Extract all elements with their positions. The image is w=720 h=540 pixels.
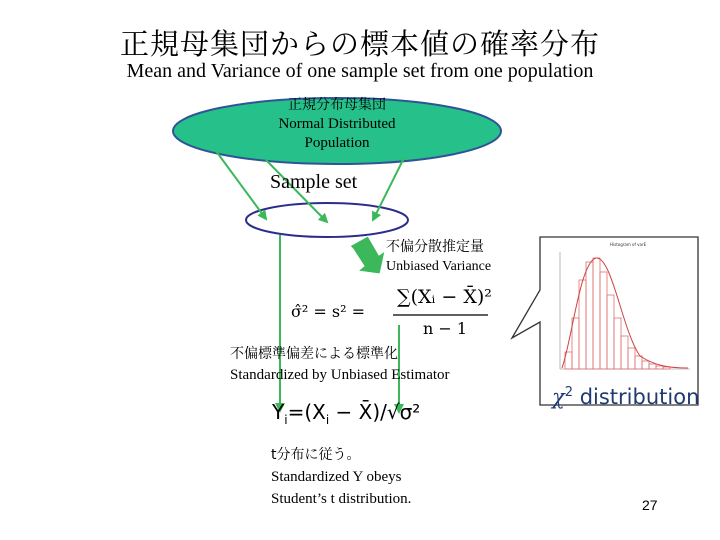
chi-symbol: χ <box>552 385 565 409</box>
sampling-arrow-3 <box>373 158 404 220</box>
sampling-arrow-1 <box>216 151 266 219</box>
chi-word: distribution <box>579 385 700 409</box>
unbiased-block-arrow <box>350 236 385 274</box>
histogram-title: Histogram of varE <box>610 242 647 247</box>
population-label-jp: 正規分布母集団 <box>288 97 386 113</box>
y-standardization-formula <box>272 400 420 427</box>
slide-title-english: Mean and Variance of one sample set from one population <box>126 60 594 82</box>
variance-formula-numerator: ∑(Xᵢ − X̄)² <box>397 286 492 308</box>
y-formula-tail: − X̄)/√σ² <box>329 400 421 424</box>
chi-superscript: 2 <box>564 385 574 400</box>
unbiased-variance-label <box>386 237 491 277</box>
chi-square-distribution-label <box>552 385 699 409</box>
population-label <box>262 96 412 153</box>
unbiased-variance-en: Unbiased Variance <box>386 259 492 274</box>
t-distribution-jp: t分布に従う。 <box>271 447 361 463</box>
unbiased-variance-jp: 不偏分散推定量 <box>386 239 484 255</box>
slide-title-japanese: 正規母集団からの標本値の確率分布 <box>119 27 600 61</box>
t-distribution-label <box>271 444 411 510</box>
sample-set-label: Sample set <box>270 171 358 193</box>
variance-formula <box>291 285 492 338</box>
sample-set-ellipse <box>246 203 408 237</box>
y-formula-rhs-sub: i <box>325 413 330 427</box>
standardized-label <box>230 344 450 386</box>
y-formula-y: Y <box>272 400 285 424</box>
variance-formula-denominator: n − 1 <box>423 319 468 338</box>
histogram-callout <box>512 237 698 405</box>
y-formula-y-sub: i <box>284 413 288 427</box>
page-number: 27 <box>642 497 658 513</box>
population-label-en-2: Population <box>304 135 370 151</box>
t-distribution-line1: Standardized Y obeys <box>271 469 402 485</box>
standardized-label-jp: 不偏標準偏差による標準化 <box>230 346 398 362</box>
variance-formula-lhs: σ̂² = s² = <box>291 302 366 321</box>
standardized-label-en: Standardized by Unbiased Estimator <box>230 367 450 383</box>
population-label-en-1: Normal Distributed <box>278 116 396 132</box>
y-formula-rhs: =(X <box>287 400 326 424</box>
t-distribution-line2: Student’s t distribution. <box>271 491 412 507</box>
